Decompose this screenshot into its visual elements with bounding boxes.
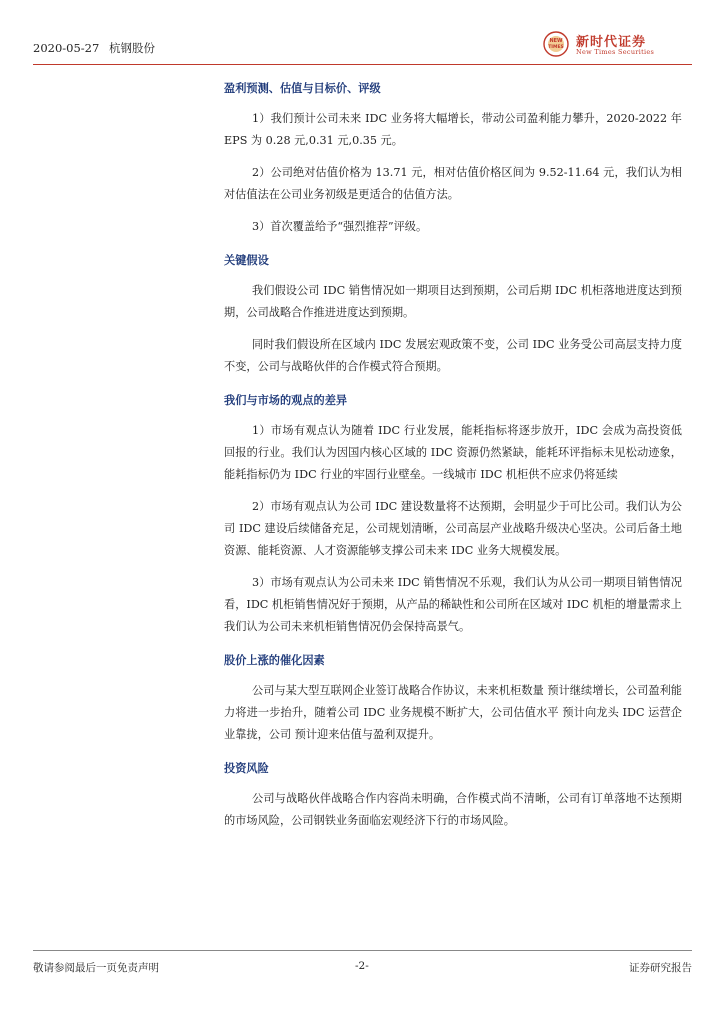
logo-text-en: New Times Securities (576, 48, 655, 56)
brand-logo (542, 28, 692, 60)
paragraph: 3）首次覆盖给予“强烈推荐”评级。 (252, 220, 428, 233)
section-title-differences: 我们与市场的观点的差异 (224, 393, 348, 407)
svg-text:TIMES: TIMES (548, 45, 564, 50)
company-name: 杭钢股份 (108, 41, 155, 55)
svg-text:NEW: NEW (549, 38, 563, 44)
logo-text-cn: 新时代证券 (576, 35, 647, 50)
header-divider (33, 64, 692, 65)
paragraph: 1）我们预计公司未来 IDC 业务将大幅增长，带动公司盈利能力攀升，2020-2022 年 EPS 为 0.28 元,0.31 元,0.35 元。 (224, 112, 682, 147)
section-title-forecast: 盈利预测、估值与目标价、评级 (224, 81, 381, 95)
header-meta (33, 40, 161, 56)
footer-report-type: 证券研究报告 (629, 962, 692, 974)
page-number: -2- (355, 960, 369, 972)
section-title-risks: 投资风险 (224, 761, 269, 775)
paragraph: 我们假设公司 IDC 销售情况如一期项目达到预期，公司后期 IDC 机柜落地进度达到预期，公司战略合作推进进度达到预期。 (224, 284, 682, 319)
footer-disclaimer: 敬请参阅最后一页免责声明 (33, 962, 159, 974)
paragraph: 2）公司绝对估值价格为 13.71 元，相对估值价格区间为 9.52-11.64 元，我们认为相对估值法在公司业务初级是更适合的估值方法。 (224, 166, 682, 201)
footer-divider (33, 950, 692, 951)
paragraph: 3）市场有观点认为公司未来 IDC 销售情况不乐观，我们认为从公司一期项目销售情况看，IDC 机柜销售情况好于预期，从产品的稀缺性和公司所在区域对 IDC 机柜的增量需求上我们认为公司未来机柜销售情况仍会保持高景气。 (224, 576, 682, 633)
page-header (33, 28, 692, 62)
paragraph: 公司与某大型互联网企业签订战略合作协议，未来机柜数量 预计继续增长，公司盈利能力将进一步抬升，随着公司 IDC 业务规模不断扩大，公司估值水平 预计向龙头 IDC 运营企业靠拢，公司 预计迎来估值与盈利双提升。 (224, 684, 682, 741)
paragraph: 1）市场有观点认为随着 IDC 行业发展，能耗指标将逐步放开，IDC 会成为高投资低回报的行业。我们认为因国内核心区域的 IDC 资源仍然紧缺，能耗环评指标未见松动迹象，能耗指标仍为 IDC 行业的牢固行业壁垒。一线城市 IDC 机柜供不应求仍将延续 (224, 424, 682, 481)
paragraph: 2）市场有观点认为公司 IDC 建设数量将不达预期，会明显少于可比公司。我们认为公司 IDC 建设后续储备充足，公司规划清晰，公司高层产业战略升级决心坚决。公司后备土地资源、能耗资源、人才资源能够支撑公司未来 IDC 业务大规模发展。 (224, 500, 682, 557)
report-date: 2020-05-27 (33, 41, 100, 55)
paragraph: 同时我们假设所在区域内 IDC 发展宏观政策不变，公司 IDC 业务受公司高层支持力度不变，公司与战略伙伴的合作模式符合预期。 (224, 338, 682, 373)
logo-mark-icon (542, 30, 570, 58)
paragraph: 公司与战略伙伴战略合作内容尚未明确，合作模式尚不清晰，公司有订单落地不达预期的市场风险，公司钢铁业务面临宏观经济下行的市场风险。 (224, 792, 682, 827)
report-body (224, 78, 682, 832)
section-title-catalysts: 股价上涨的催化因素 (224, 653, 325, 667)
section-title-assumptions: 关键假设 (224, 253, 269, 267)
